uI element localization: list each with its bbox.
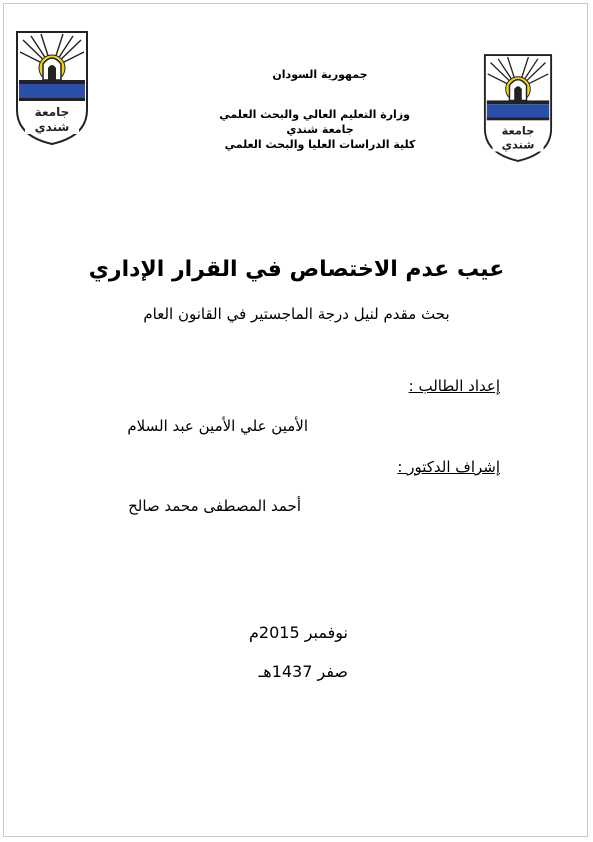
supervisor-label: إشراف الدكتور : — [397, 458, 500, 476]
student-label: إعداد الطالب : — [408, 377, 500, 395]
svg-text:شندي: شندي — [501, 137, 535, 152]
header-country: جمهورية السودان — [272, 68, 368, 81]
date-gregorian: نوفمبر 2015م — [249, 623, 348, 642]
svg-text:جامعة: جامعة — [501, 123, 535, 138]
logo-text-bottom: شندي — [34, 120, 70, 134]
university-logo-right — [483, 52, 553, 164]
thesis-subtitle: بحث مقدم لنيل درجة الماجستير في القانون العام — [143, 305, 450, 323]
logo-text-top: جامعة — [34, 105, 70, 119]
university-logo-left — [15, 30, 89, 146]
date-hijri: صفر 1437هـ — [258, 662, 348, 681]
supervisor-name: أحمد المصطفى محمد صالح — [128, 497, 301, 515]
header-ministry: وزارة التعليم العالي والبحث العلمي — [219, 108, 410, 121]
header-faculty: كلية الدراسات العليا والبحث العلمي — [224, 138, 416, 151]
student-name: الأمين علي الأمين عبد السلام — [127, 417, 308, 435]
thesis-title: عيب عدم الاختصاص في القرار الإداري — [88, 257, 505, 282]
header-university: جامعة شندي — [286, 123, 354, 136]
